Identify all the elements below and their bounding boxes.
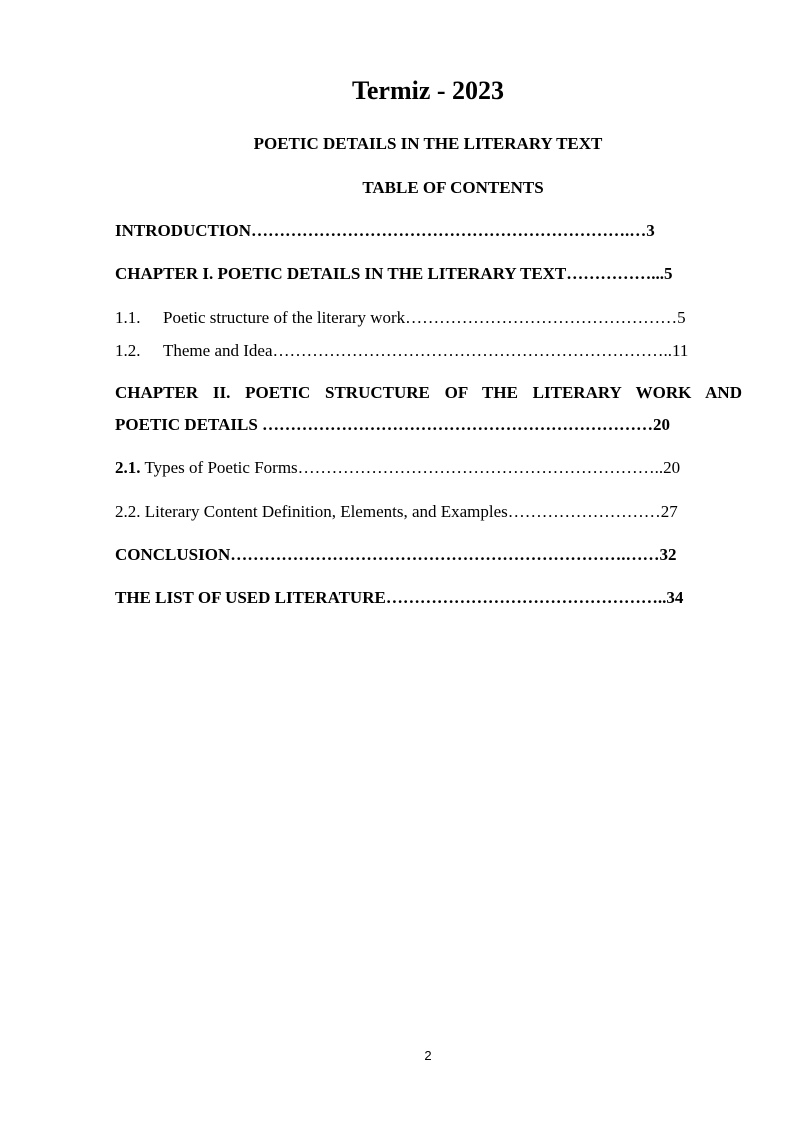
toc-entry-chapter-1: CHAPTER I. POETIC DETAILS IN THE LITERARY TEXT……………...5	[115, 264, 673, 283]
toc-heading: TABLE OF CONTENTS	[362, 178, 544, 197]
section-title: Types of Poetic Forms………………………………………………………..20	[140, 458, 681, 477]
toc-entry-conclusion: CONCLUSION…………………………………………………………….……32	[115, 545, 677, 564]
section-title: Theme and Idea……………………………………………………………..11	[163, 341, 689, 360]
toc-entry-chapter-2-line-2: POETIC DETAILS ……………………………………………………………20	[115, 415, 671, 434]
toc-entry-section-2-2: 2.2. Literary Content Definition, Elements, and Examples………………………27	[115, 502, 678, 521]
toc-entry-introduction: INTRODUCTION………………………………………………………….…3	[115, 221, 655, 240]
toc-entry-literature: THE LIST OF USED LITERATURE…………………………………………..34	[115, 588, 684, 607]
section-title: Poetic structure of the literary work…………………………………………5	[163, 308, 686, 327]
toc-entry-section-2-1	[115, 458, 742, 478]
header-title: Termiz - 2023	[351, 76, 505, 105]
section-number: 1.2.	[115, 341, 141, 360]
toc-entry-section-1-2	[115, 341, 742, 361]
page-number: 2	[424, 1048, 432, 1063]
section-number: 1.1.	[115, 308, 141, 327]
document-title: POETIC DETAILS IN THE LITERARY TEXT	[253, 134, 603, 153]
toc-entry-chapter-2-line-1: CHAPTER II. POETIC STRUCTURE OF THE LITERARY WORK AND	[115, 383, 742, 402]
toc-entry-section-1-1	[115, 308, 742, 328]
section-number: 2.1.	[115, 458, 141, 477]
